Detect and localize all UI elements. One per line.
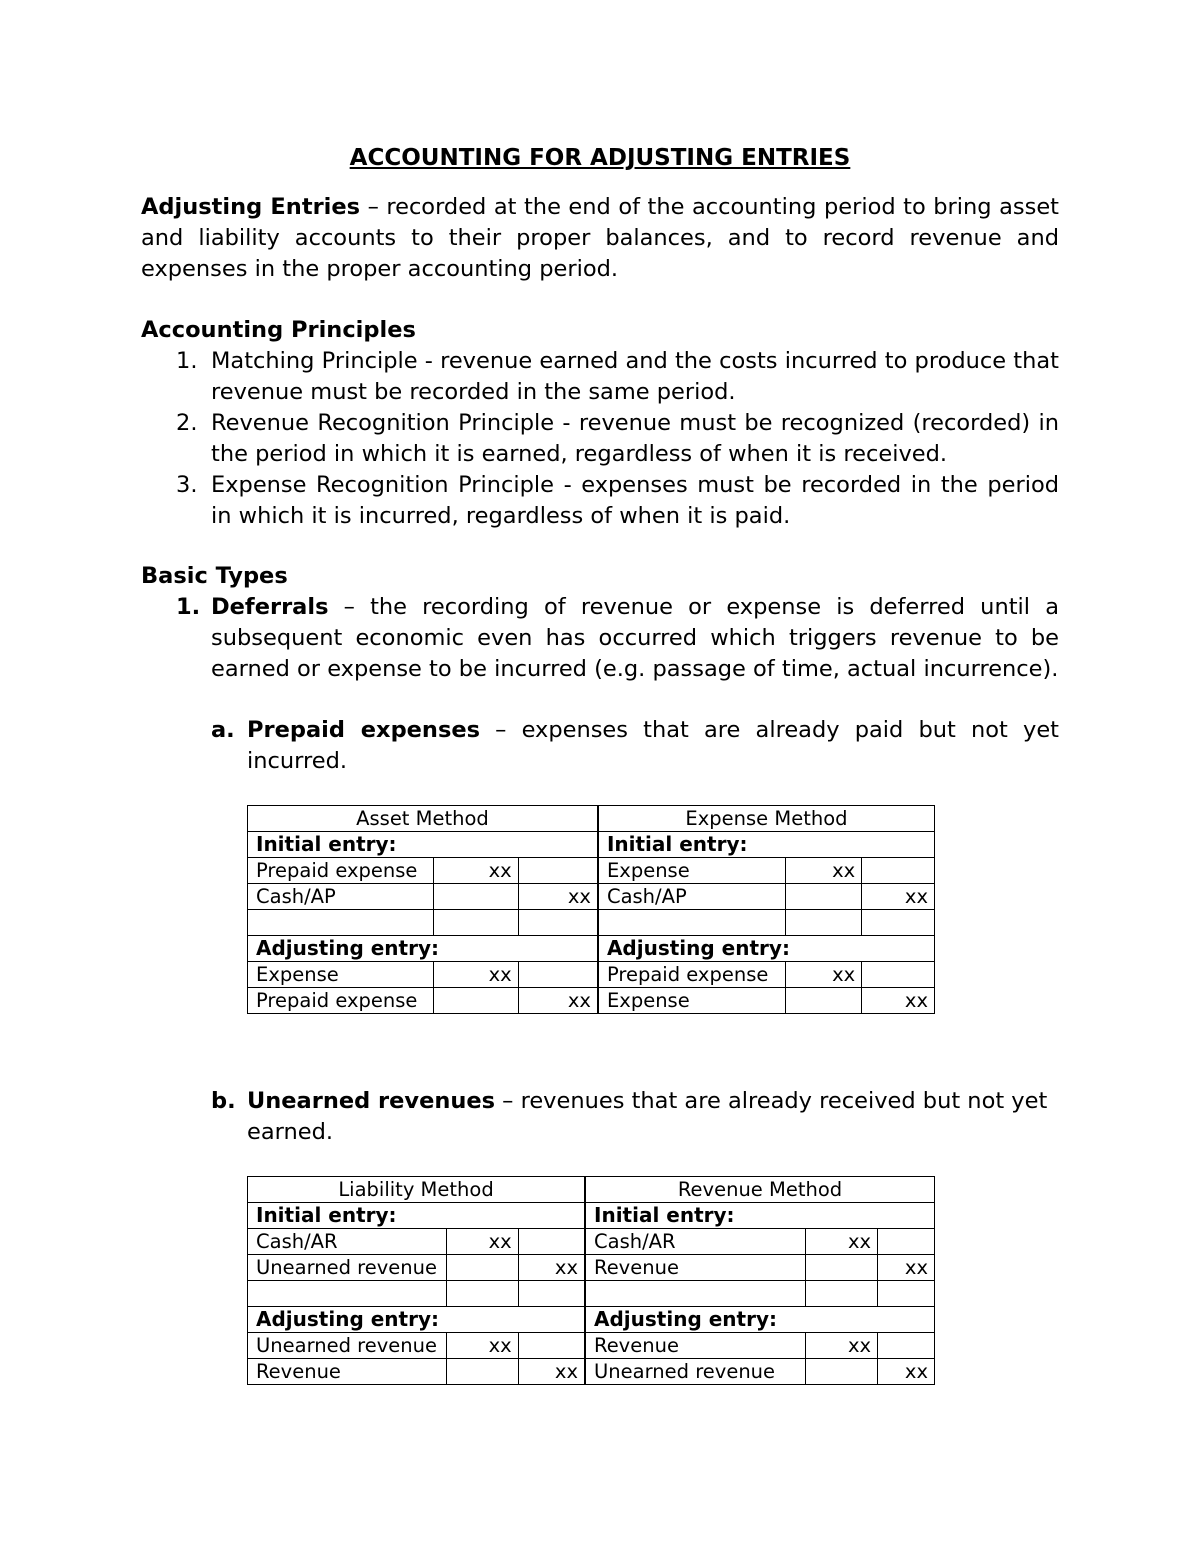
credit-cell [518,1229,585,1255]
account-cell: Revenue [585,1255,806,1281]
unearned-term: Unearned revenues [247,1088,496,1114]
table-row [248,884,935,910]
definition-term: Adjusting Entries [141,194,361,220]
account-cell: Expense [598,988,786,1014]
credit-cell [518,858,598,884]
table-row [248,1333,935,1359]
debit-cell: xx [446,1229,518,1255]
credit-cell: xx [518,1255,585,1281]
principle-1-text: Matching Principle - revenue earned and the costs incurred to produce that revenue must be recorded in the same period. [211,348,1059,405]
definition-text: – recorded at the end of the accounting period to bring asset and liability accounts to their proper balances, and to record revenue and expenses in the proper accounting period. [141,194,1059,282]
liability-method-header: Liability Method [248,1177,586,1203]
account-cell: Prepaid expense [248,858,434,884]
prepaid-paragraph [247,715,1059,777]
table-row [248,1359,935,1385]
debit-cell [446,1255,518,1281]
credit-cell [878,1333,935,1359]
account-cell: Unearned revenue [248,1255,447,1281]
basic-types-heading: Basic Types [141,563,288,589]
credit-cell: xx [878,1359,935,1385]
revenue-method-header: Revenue Method [585,1177,934,1203]
expense-method-header: Expense Method [598,806,935,832]
account-cell: Prepaid expense [598,962,786,988]
table-row [248,962,935,988]
principle-1-number: 1. [176,348,198,374]
principle-2-number: 2. [176,410,198,436]
debit-cell: xx [446,1333,518,1359]
prepaid-letter: a. [211,717,235,743]
principle-2-text: Revenue Recognition Principle - revenue must be recognized (recorded) in the period in which it is earned, regardless of when it is received. [211,410,1059,467]
account-cell: Unearned revenue [585,1359,806,1385]
credit-cell: xx [518,988,598,1014]
debit-cell: xx [433,858,518,884]
account-cell: Prepaid expense [248,988,434,1014]
credit-cell [518,962,598,988]
credit-cell: xx [518,884,598,910]
debit-cell [786,988,862,1014]
credit-cell: xx [862,884,935,910]
unearned-paragraph [247,1086,1059,1148]
unearned-methods-table [247,1176,935,1385]
blank-row [248,1281,935,1307]
page-title: ACCOUNTING FOR ADJUSTING ENTRIES [349,145,851,171]
deferrals-number: 1. [176,594,201,620]
table-row [248,988,935,1014]
account-cell: Cash/AR [585,1229,806,1255]
account-cell: Expense [598,858,786,884]
asset-method-header: Asset Method [248,806,598,832]
debit-cell [433,988,518,1014]
blank-row [248,910,935,936]
debit-cell [806,1255,878,1281]
revenue-adjusting-label: Adjusting entry: [585,1307,934,1333]
debit-cell: xx [786,962,862,988]
credit-cell: xx [518,1359,585,1385]
definition-paragraph [141,192,1059,285]
account-cell: Revenue [585,1333,806,1359]
account-cell: Unearned revenue [248,1333,447,1359]
account-cell: Expense [248,962,434,988]
table-row [248,858,935,884]
asset-initial-label: Initial entry: [248,832,598,858]
account-cell: Cash/AP [598,884,786,910]
credit-cell [862,962,935,988]
debit-cell [786,884,862,910]
expense-initial-label: Initial entry: [598,832,935,858]
liability-adjusting-label: Adjusting entry: [248,1307,586,1333]
debit-cell: xx [433,962,518,988]
debit-cell [433,884,518,910]
credit-cell [862,858,935,884]
prepaid-text: – expenses that are already paid but not yet incurred. [247,717,1059,774]
liability-initial-label: Initial entry: [248,1203,586,1229]
principle-3-number: 3. [176,472,198,498]
principles-heading: Accounting Principles [141,317,416,343]
deferrals-text: – the recording of revenue or expense is deferred until a subsequent economic even has occurred which triggers revenue to be earned or expense to be incurred (e.g. passage of time, actual incurrence). [211,594,1059,682]
expense-adjusting-label: Adjusting entry: [598,936,935,962]
debit-cell: xx [786,858,862,884]
credit-cell [518,1333,585,1359]
account-cell: Cash/AP [248,884,434,910]
unearned-letter: b. [211,1088,236,1114]
prepaid-methods-table [247,805,935,1014]
debit-cell [806,1359,878,1385]
deferrals-term: Deferrals [211,594,329,620]
credit-cell [878,1229,935,1255]
revenue-initial-label: Initial entry: [585,1203,934,1229]
account-cell: Revenue [248,1359,447,1385]
principle-3-text: Expense Recognition Principle - expenses must be recorded in the period in which it is incurred, regardless of when it is paid. [211,472,1059,529]
debit-cell: xx [806,1229,878,1255]
deferrals-paragraph [211,592,1059,685]
debit-cell [446,1359,518,1385]
asset-adjusting-label: Adjusting entry: [248,936,598,962]
unearned-text: – revenues that are already received but not yet earned. [247,1088,1048,1145]
account-cell: Cash/AR [248,1229,447,1255]
table-row [248,1255,935,1281]
debit-cell: xx [806,1333,878,1359]
credit-cell: xx [862,988,935,1014]
prepaid-term: Prepaid expenses [247,717,480,743]
credit-cell: xx [878,1255,935,1281]
table-row [248,1229,935,1255]
